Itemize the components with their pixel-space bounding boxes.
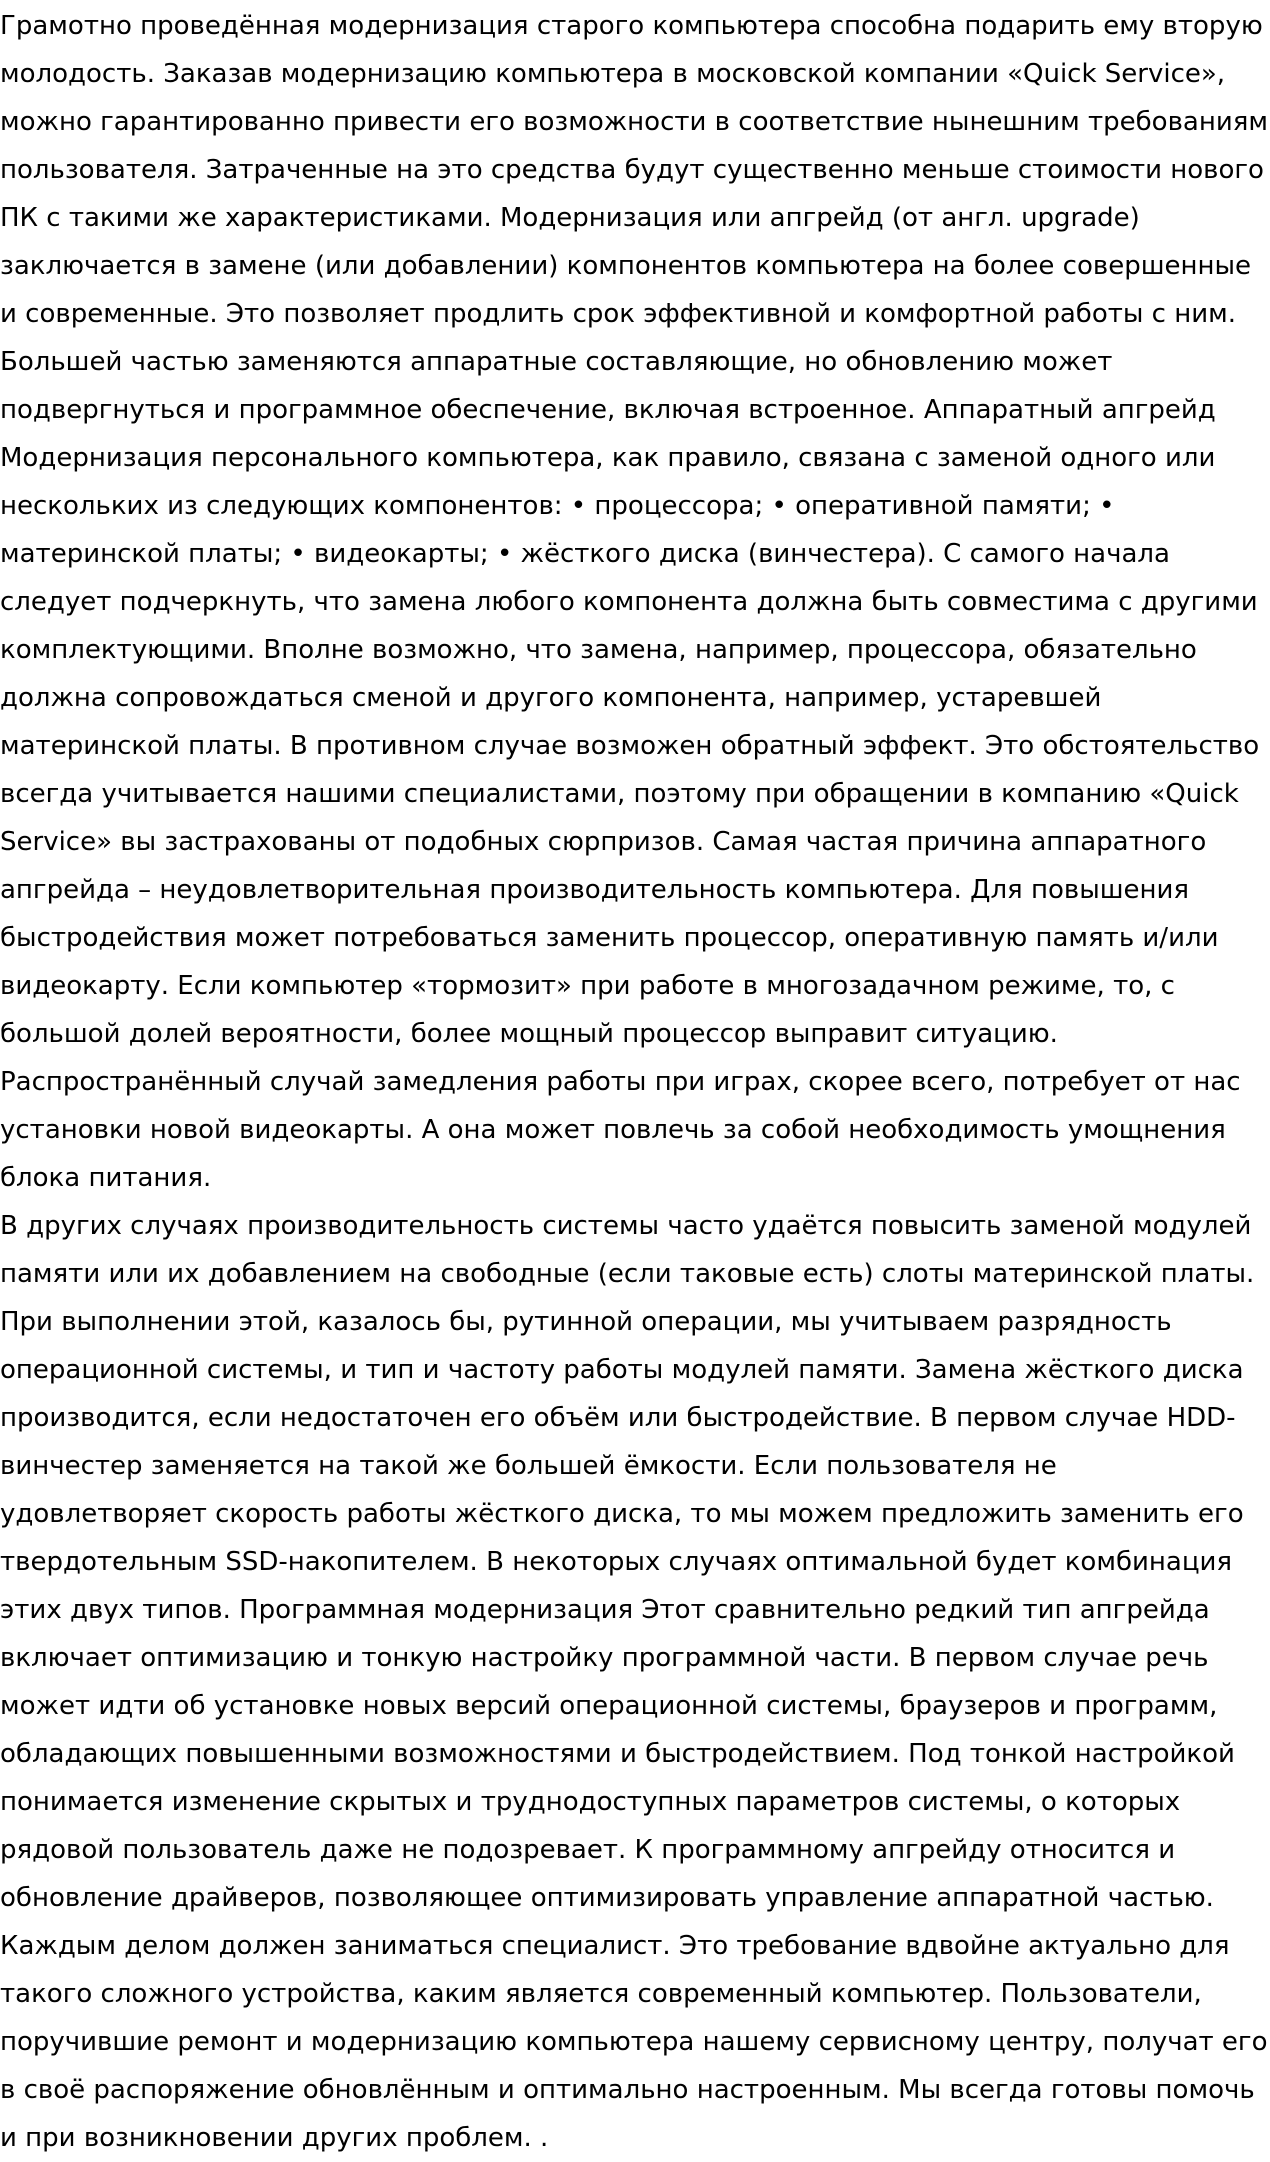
text-line: и современные. Это позволяет продлить срок эффективной и комфортной работы с ним. — [0, 299, 1237, 329]
text-line: блока питания. — [0, 1163, 212, 1193]
text-line: производится, если недостаточен его объём или быстродействие. В первом случае HDD- — [0, 1403, 1236, 1433]
text-line: Service» вы застрахованы от подобных сюрпризов. Самая частая причина аппаратного — [0, 827, 1207, 857]
text-line: Грамотно проведённая модернизация старого компьютера способна подарить ему вторую — [0, 11, 1263, 41]
text-line: заключается в замене (или добавлении) компонентов компьютера на более совершенные — [0, 251, 1252, 281]
text-line: При выполнении этой, казалось бы, рутинной операции, мы учитываем разрядность — [0, 1307, 1172, 1337]
text-line: должна сопровождаться сменой и другого компонента, например, устаревшей — [0, 683, 1102, 713]
text-line: Распространённый случай замедления работы при играх, скорее всего, потребует от нас — [0, 1067, 1241, 1097]
text-line: обладающих повышенными возможностями и быстродействием. Под тонкой настройкой — [0, 1739, 1235, 1769]
paragraph-hardware-upgrade — [0, 2, 1268, 1202]
text-line: можно гарантированно привести его возможности в соответствие нынешним требованиям — [0, 107, 1268, 137]
text-line: этих двух типов. Программная модернизация Этот сравнительно редкий тип апгрейда — [0, 1595, 1210, 1625]
text-line: следует подчеркнуть, что замена любого компонента должна быть совместима с другими — [0, 587, 1258, 617]
text-line: В других случаях производительность системы часто удаётся повысить заменой модулей — [0, 1211, 1252, 1241]
text-line: Модернизация персонального компьютера, как правило, связана с заменой одного или — [0, 443, 1216, 473]
text-line: в своё распоряжение обновлённым и оптимально настроенным. Мы всегда готовы помочь — [0, 2075, 1255, 2105]
text-line: и при возникновении других проблем. . — [0, 2123, 549, 2153]
text-line: такого сложного устройства, каким является современный компьютер. Пользователи, — [0, 1979, 1202, 2009]
text-line: материнской платы. В противном случае возможен обратный эффект. Это обстоятельство — [0, 731, 1260, 761]
text-line: подвергнуться и программное обеспечение, включая встроенное. Аппаратный апгрейд — [0, 395, 1216, 425]
text-line: рядовой пользователь даже не подозревает. К программному апгрейду относится и — [0, 1835, 1176, 1865]
text-line: может идти об установке новых версий операционной системы, браузеров и программ, — [0, 1691, 1218, 1721]
text-line: быстродействия может потребоваться заменить процессор, оперативную память и/или — [0, 923, 1219, 953]
text-line: апгрейда – неудовлетворительная производительность компьютера. Для повышения — [0, 875, 1190, 905]
text-line: операционной системы, и тип и частоту работы модулей памяти. Замена жёсткого диска — [0, 1355, 1244, 1385]
text-line: памяти или их добавлением на свободные (если таковые есть) слоты материнской платы. — [0, 1259, 1255, 1289]
text-line: ПК с такими же характеристиками. Модернизация или апгрейд (от англ. upgrade) — [0, 203, 1140, 233]
text-line: молодость. Заказав модернизацию компьютера в московской компании «Quick Service», — [0, 59, 1226, 89]
article-body — [0, 2, 1268, 2162]
text-line: твердотельным SSD-накопителем. В некоторых случаях оптимальной будет комбинация — [0, 1547, 1233, 1577]
paragraph-memory-and-software-upgrade — [0, 1202, 1268, 2162]
text-line: видеокарту. Если компьютер «тормозит» при работе в многозадачном режиме, то, с — [0, 971, 1175, 1001]
text-line: пользователя. Затраченные на это средства будут существенно меньше стоимости нового — [0, 155, 1264, 185]
text-line: комплектующими. Вполне возможно, что замена, например, процессора, обязательно — [0, 635, 1197, 665]
text-line: понимается изменение скрытых и труднодоступных параметров системы, о которых — [0, 1787, 1181, 1817]
text-line: Большей частью заменяются аппаратные составляющие, но обновлению может — [0, 347, 1113, 377]
text-line: Каждым делом должен заниматься специалист. Это требование вдвойне актуально для — [0, 1931, 1230, 1961]
text-line: нескольких из следующих компонентов: • процессора; • оперативной памяти; • — [0, 491, 1115, 521]
text-line: включает оптимизацию и тонкую настройку программной части. В первом случае речь — [0, 1643, 1209, 1673]
text-line: всегда учитывается нашими специалистами, поэтому при обращении в компанию «Quick — [0, 779, 1239, 809]
text-line: установки новой видеокарты. А она может повлечь за собой необходимость умощнения — [0, 1115, 1226, 1145]
text-line: обновление драйверов, позволяющее оптимизировать управление аппаратной частью. — [0, 1883, 1214, 1913]
text-line: материнской платы; • видеокарты; • жёсткого диска (винчестера). С самого начала — [0, 539, 1170, 569]
text-line: удовлетворяет скорость работы жёсткого диска, то мы можем предложить заменить его — [0, 1499, 1244, 1529]
text-line: винчестер заменяется на такой же большей ёмкости. Если пользователя не — [0, 1451, 1057, 1481]
text-line: поручившие ремонт и модернизацию компьютера нашему сервисному центру, получат его — [0, 2027, 1268, 2057]
text-line: большой долей вероятности, более мощный процессор выправит ситуацию. — [0, 1019, 1058, 1049]
